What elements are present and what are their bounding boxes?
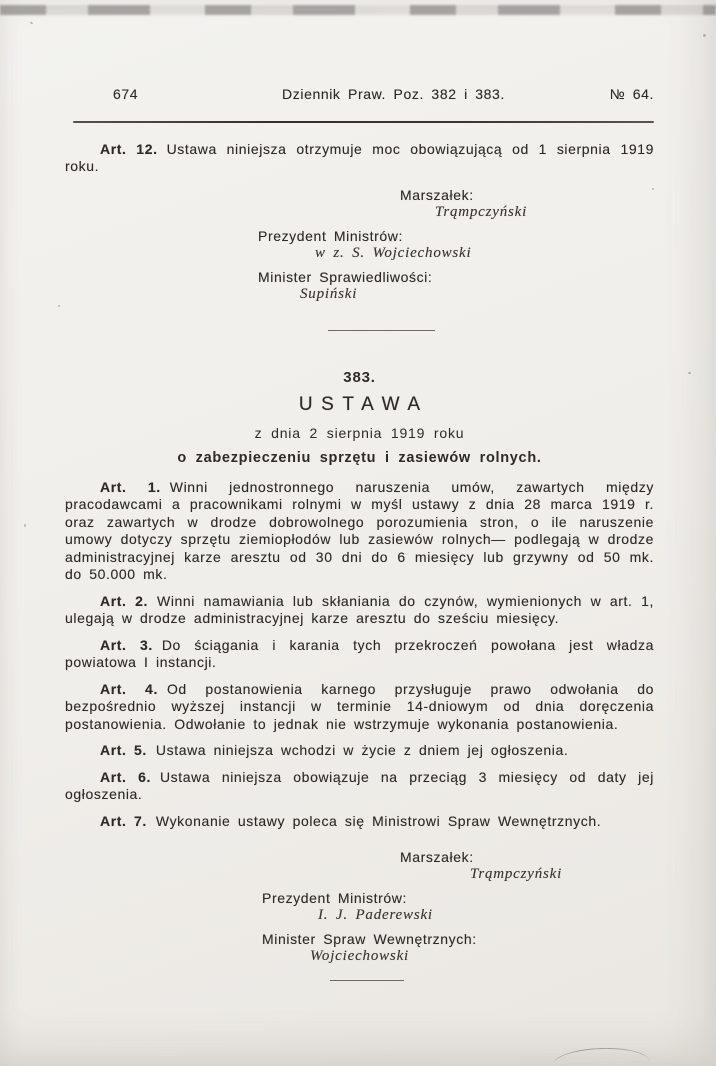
act-date-line: z dnia 2 sierpnia 1919 roku: [254, 424, 465, 441]
act-type-heading: USTAWA: [298, 393, 429, 415]
article-text: Wykonanie ustawy poleca się Ministrowi Spraw Wewnętrznych.: [155, 812, 602, 829]
act-title: o zabezpieczeniu sprzętu i zasiewów rolnych.: [177, 449, 542, 466]
page-header: [65, 0, 654, 104]
article-label: Art. 3.: [100, 636, 153, 653]
article-label: Art. 5.: [100, 742, 147, 758]
article-text: Ustawa niniejsza obowiązuje na przeciąg 3 miesięcy od daty jej ogłoszenia.: [65, 768, 654, 802]
signature-title: Marszałek:: [400, 186, 474, 203]
section-divider: [328, 330, 435, 331]
article-4-paragraph: [65, 681, 654, 734]
page-number: 674: [113, 86, 139, 102]
signature-title: Marszałek:: [400, 849, 474, 865]
header-rule: [73, 121, 654, 123]
scan-speck: [703, 34, 706, 37]
article-7-paragraph: [65, 813, 654, 831]
article-2-paragraph: [65, 593, 654, 628]
article-label: Art. 7.: [100, 812, 147, 829]
end-divider: [330, 980, 404, 981]
article-text: Ustawa niniejsza wchodzi w życie z dniem jej ogłoszenia.: [155, 742, 569, 758]
signature-block-prev-act: [65, 187, 654, 303]
scan-speck: [58, 305, 60, 307]
article-text: Winni namawiania lub skłaniania do czynów, wymienionych w art. 1, ulegają w drodze administracyjnej karze aresztu do sześciu miesięcy.: [65, 592, 654, 626]
signature-title: Prezydent Ministrów:: [258, 227, 403, 244]
journal-title: Dziennik Praw. Poz. 382 i 383.: [282, 86, 505, 102]
signature-block-act-383: [65, 849, 654, 965]
article-text: Winni jednostronnego naruszenia umów, zawartych między pracodawcami a pracownikami rolnymi w myśl ustawy z dnia 28 marca 1919 r. oraz zawartych w drodze dobrowolnego porozumienia stron, o ile naruszenie umowy dotyczy sprzętu ziemiopłodów lub zasiewów rolnych— podlegają w drodze administracyjnej karze aresztu od 30 dni do 6 miesięcy lub grzywny od 50 mk. do 50.000 mk.: [65, 478, 654, 582]
signature-name: Trąmpczyński: [470, 866, 563, 882]
article-label: Art. 12.: [100, 140, 158, 157]
signature-name: w z. S. Wojciechowski: [315, 244, 472, 261]
article-12-paragraph: [65, 141, 654, 176]
signature-name: Wojciechowski: [310, 948, 409, 964]
signature-name: Supiński: [300, 285, 358, 302]
scan-speck: [30, 21, 34, 24]
article-text: Od postanowienia karnego przysługuje prawo odwołania do bezpośrednio wyższej instancji w terminie 14-dniowym od dnia doręczenia postanowienia. Odwołanie to jednak nie wstrzymuje wykonania postanowienia.: [65, 680, 654, 732]
signature-title: Minister Spraw Wewnętrznych:: [262, 931, 477, 947]
act-number-heading: 383.: [343, 368, 376, 386]
article-label: Art. 4.: [100, 680, 158, 697]
article-3-paragraph: [65, 637, 654, 672]
scan-speck: [688, 372, 691, 374]
scan-speck: [24, 524, 26, 527]
article-1-paragraph: [65, 479, 654, 584]
article-6-paragraph: [65, 769, 654, 804]
article-text: Do ściągania i karania tych przekroczeń powołana jest władza powiatowa I instancji.: [65, 636, 654, 670]
signature-name: I. J. Paderewski: [318, 907, 433, 923]
scan-curve-mark: [553, 1046, 649, 1064]
signature-title: Minister Sprawiedliwości:: [258, 268, 433, 285]
issue-number: № 64.: [609, 86, 654, 102]
article-5-paragraph: [65, 742, 654, 760]
article-label: Art. 6.: [100, 768, 151, 785]
signature-name: Trąmpczyński: [435, 203, 528, 220]
article-label: Art. 2.: [100, 592, 148, 609]
act-heading: [65, 369, 654, 466]
article-label: Art. 1.: [100, 478, 161, 495]
signature-title: Prezydent Ministrów:: [262, 890, 407, 906]
article-text: Ustawa niniejsza otrzymuje moc obowiązującą od 1 sierpnia 1919 roku.: [65, 140, 654, 174]
